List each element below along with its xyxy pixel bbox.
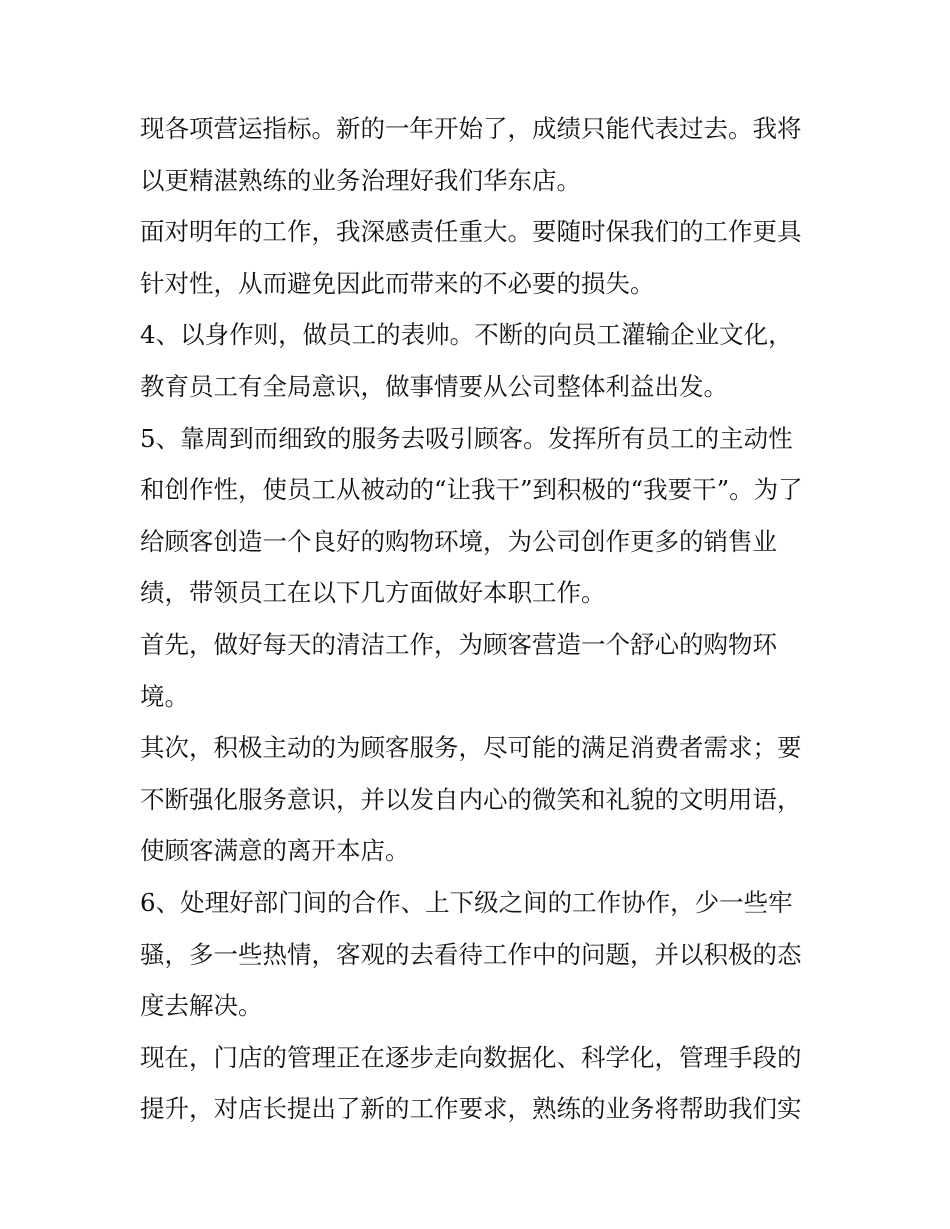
text-line: 现各项营运指标。新的一年开始了，成绩只能代表过去。我将 <box>140 114 802 143</box>
text-line: 5、靠周到而细致的服务去吸引顾客。发挥所有员工的主动性 <box>140 423 793 453</box>
text-line: 面对明年的工作，我深感责任重大。要随时保我们的工作更具 <box>140 217 802 247</box>
text-line: 度去解决。 <box>140 991 263 1021</box>
text-line: 4、以身作则，做员工的表帅。不断的向员工灌输企业文化， <box>140 320 793 350</box>
text-line: 境。 <box>140 681 189 711</box>
text-line: 骚，多一些热情，客观的去看待工作中的问题，并以积极的态 <box>140 939 802 969</box>
text-line: 和创作性，使员工从被动的“让我干”到积极的“我要干”。为了 <box>140 475 803 505</box>
document-body <box>140 103 820 1135</box>
text-line: 以更精湛熟练的业务治理好我们华东店。 <box>140 165 581 195</box>
text-line: 首先，做好每天的清洁工作，为顾客营造一个舒心的购物环 <box>140 629 777 659</box>
text-line: 给顾客创造一个良好的购物环境，为公司创作更多的销售业 <box>140 526 777 556</box>
text-line: 现在，门店的管理正在逐步走向数据化、科学化，管理手段的 <box>140 1042 802 1072</box>
text-line: 提升，对店长提出了新的工作要求，熟练的业务将帮助我们实 <box>140 1094 802 1124</box>
text-line: 绩，带领员工在以下几方面做好本职工作。 <box>140 578 606 608</box>
text-line: 6、处理好部门间的合作、上下级之间的工作协作，少一些牢 <box>140 887 793 917</box>
text-line: 针对性，从而避免因此而带来的不必要的损失。 <box>140 268 655 298</box>
text-line: 其次，积极主动的为顾客服务，尽可能的满足消费者需求；要 <box>140 733 802 763</box>
text-line: 不断强化服务意识，并以发自内心的微笑和礼貌的文明用语， <box>140 784 802 814</box>
text-line: 使顾客满意的离开本店。 <box>140 836 410 866</box>
text-line: 教育员工有全局意识，做事情要从公司整体利益出发。 <box>140 371 728 401</box>
